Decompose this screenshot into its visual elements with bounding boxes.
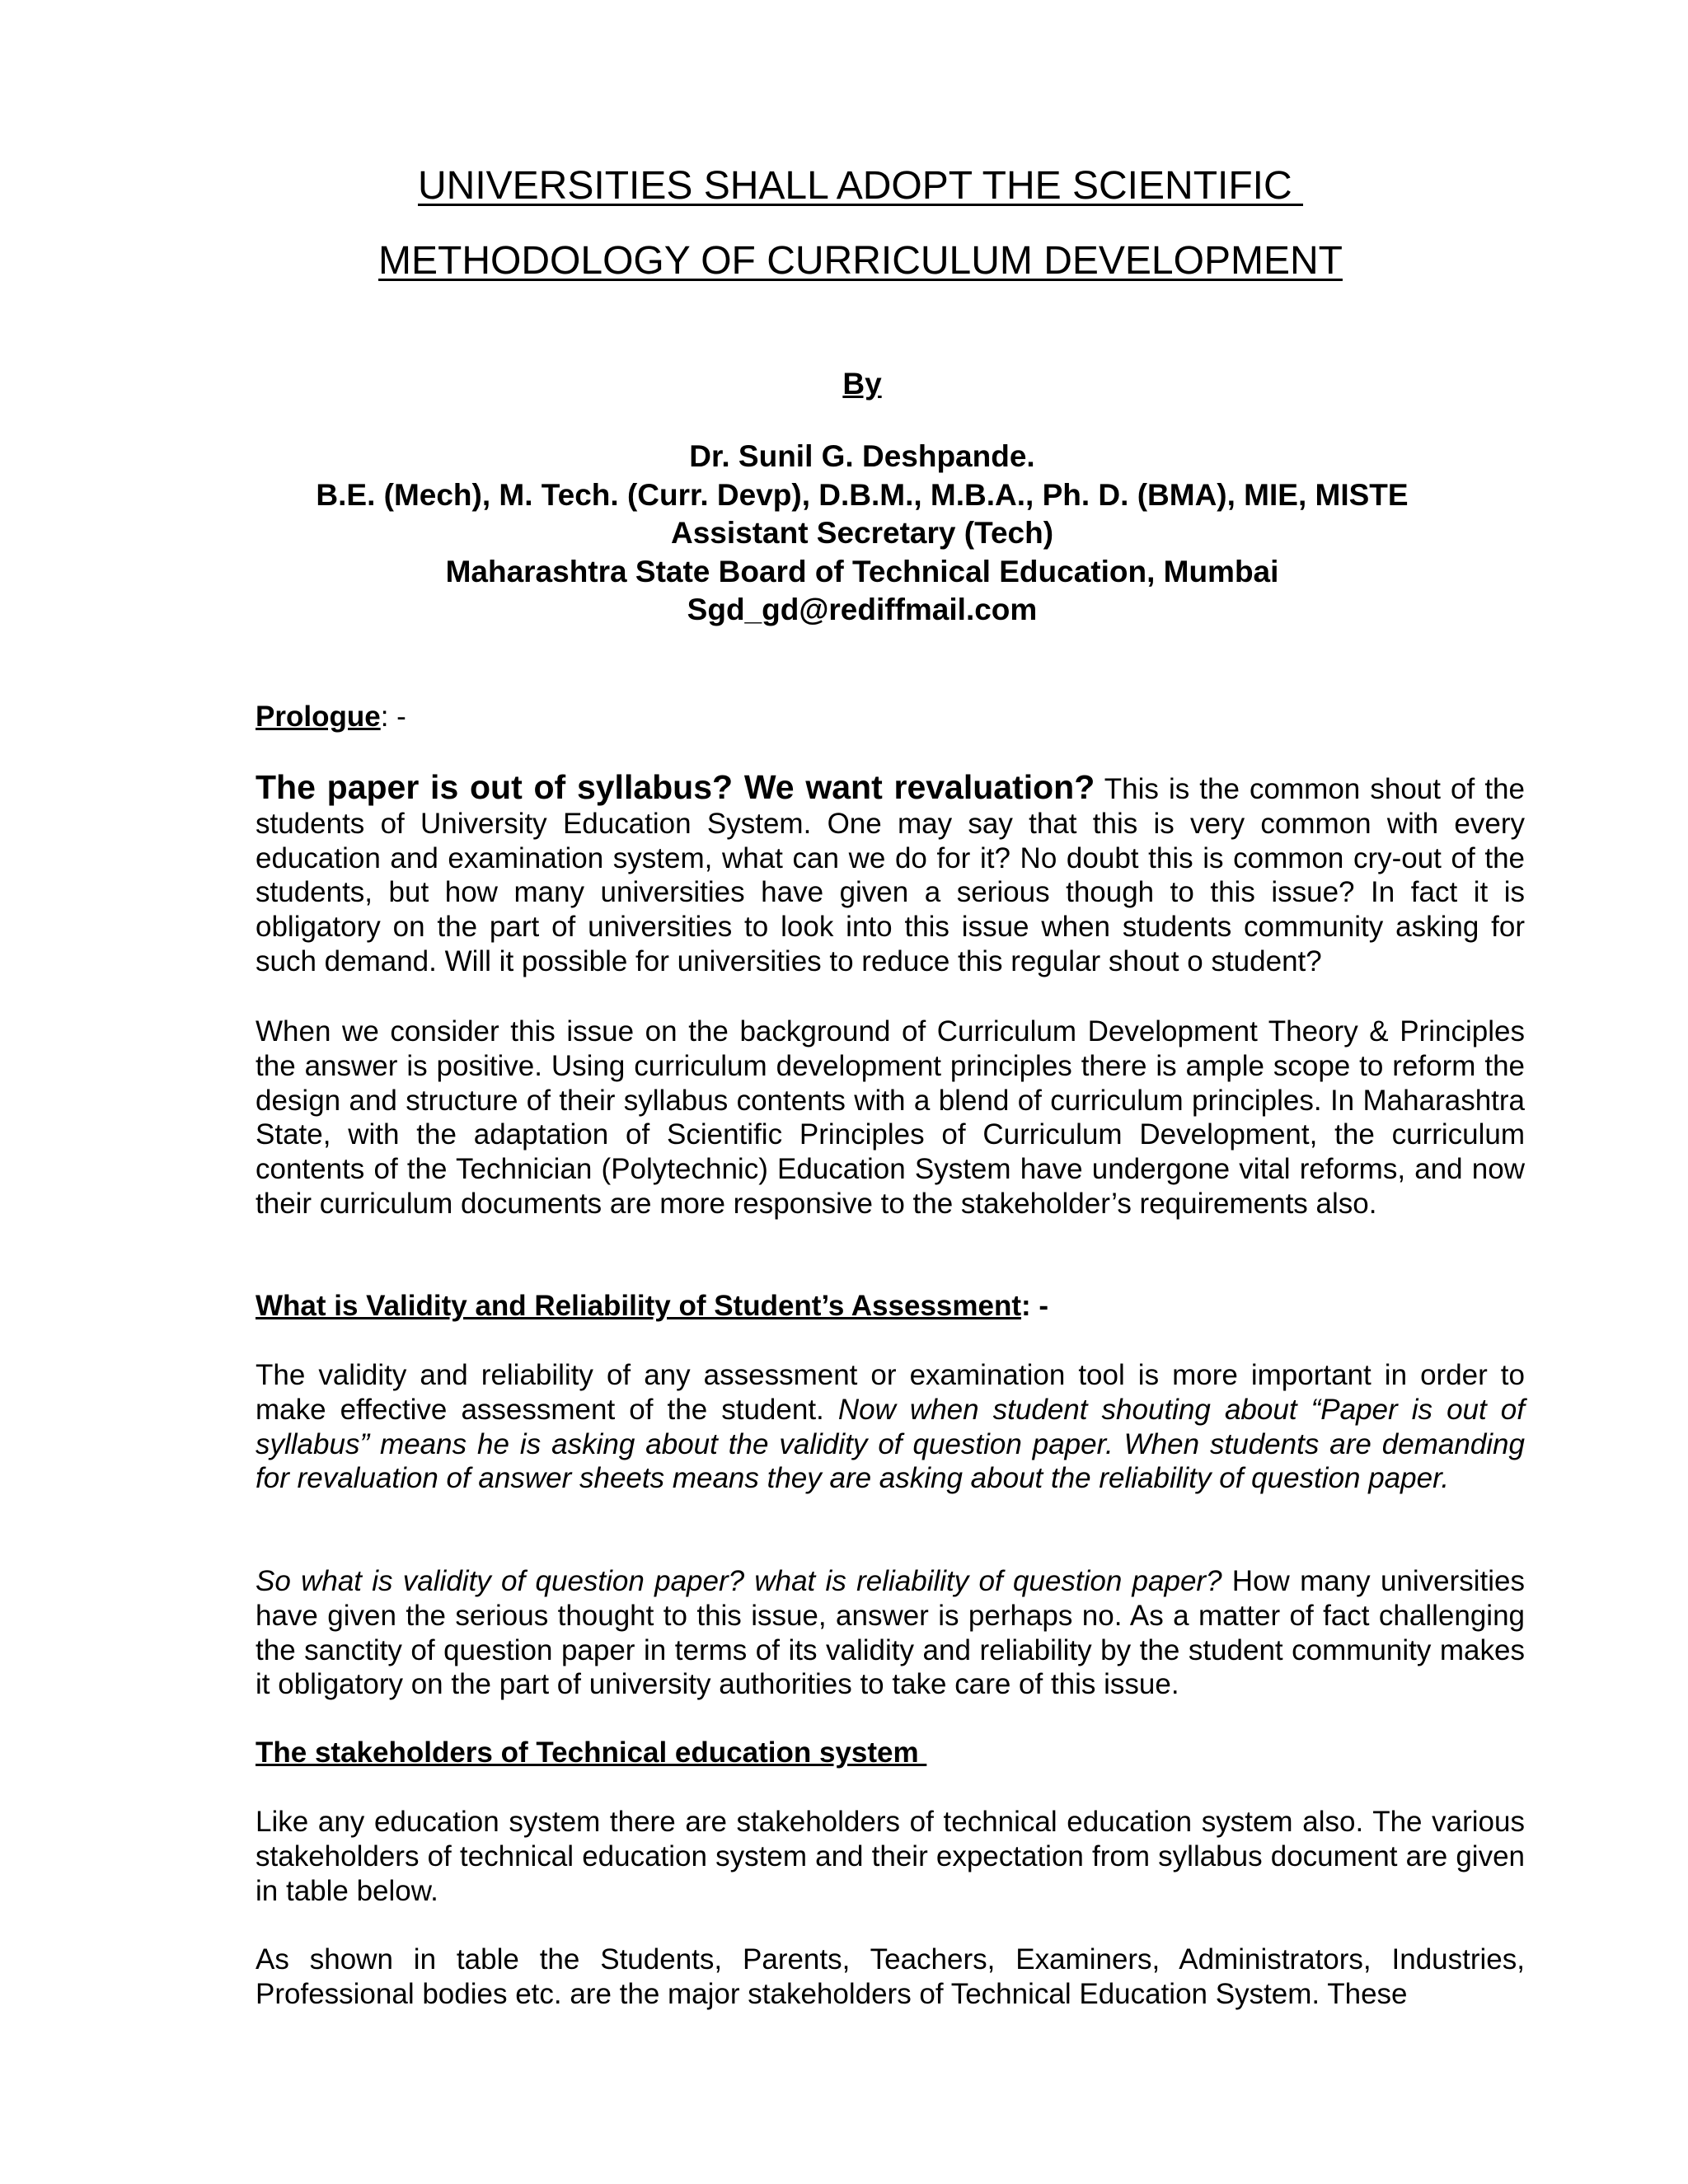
- paragraph-3: [256, 1358, 1525, 1496]
- paragraph-1-body: This is the common shout of the students of University Education System. One may say that this is very common with every education and examination system, what can we do for it? No doubt this is common cry-out of the students, but how many universities have given a serious though to this issue? In fact it is obligatory on the part of universities to look into this issue when students community asking for such demand. Will it possible for universities to reduce this regular shout o student?: [256, 773, 1525, 977]
- paragraph-4-italic: So what is validity of question paper? what is reliability of question paper?: [256, 1565, 1222, 1597]
- author-designation: Assistant Secretary (Tech): [670, 516, 1054, 550]
- validity-heading: [256, 1289, 1048, 1324]
- author-block: [0, 438, 1688, 630]
- author-email: Sgd_gd@rediffmail.com: [687, 593, 1038, 626]
- paragraph-2: When we consider this issue on the background of Curriculum Development Theory & Principles the answer is positive. Using curriculum development principles there is ample scope to reform the design and structure of their syllabus contents with a blend of curriculum principles. In Maharashtra State, with the adaptation of Scientific Principles of Curriculum Development, the curriculum contents of the Technician (Polytechnic) Education System have undergone vital reforms, and now their curriculum documents are more responsive to the stakeholder’s requirements also.: [256, 1015, 1525, 1220]
- paragraph-3-italic: Now when student shouting about “Paper is out of syllabus” means he is asking about the validity of question paper. When students are demanding for revaluation of answer sheets means they are asking about the reliability of question paper.: [256, 1393, 1525, 1495]
- prologue-label: Prologue: [256, 701, 381, 733]
- author-name: Dr. Sunil G. Deshpande.: [689, 439, 1035, 473]
- author-qualifications: B.E. (Mech), M. Tech. (Curr. Devp), D.B.M., M.B.A., Ph. D. (BMA), MIE, MISTE: [316, 477, 1409, 512]
- paragraph-4: [256, 1564, 1525, 1702]
- paragraph-1-lead: The paper is out of syllabus? We want revaluation?: [256, 768, 1095, 806]
- stakeholders-heading-label: The stakeholders of Technical education system: [256, 1736, 927, 1769]
- title-line-2: METHODOLOGY OF CURRICULUM DEVELOPMENT: [378, 239, 1343, 283]
- title-line-1: UNIVERSITIES SHALL ADOPT THE SCIENTIFIC: [417, 164, 1304, 208]
- byline: By: [842, 367, 882, 401]
- validity-heading-label: What is Validity and Reliability of Student’s Assessment: [256, 1290, 1022, 1322]
- paragraph-4-body: How many universities have given the serious thought to this issue, answer is perhaps no. As a matter of fact challenging the sanctity of question paper in terms of its validity and reliability by the student community makes it obligatory on the part of university authorities to take care of this issue.: [256, 1565, 1526, 1701]
- paragraph-6: As shown in table the Students, Parents, Teachers, Examiners, Administrators, Industries, Professional bodies etc. are the major stakeholders of Technical Education System. These: [256, 1943, 1525, 2010]
- prologue-suffix: : -: [380, 701, 406, 733]
- author-organization: Maharashtra State Board of Technical Education, Mumbai: [445, 554, 1279, 588]
- stakeholders-heading: [256, 1736, 926, 1770]
- prologue-heading: [256, 700, 406, 734]
- validity-heading-suffix: : -: [1021, 1290, 1049, 1322]
- paragraph-5: Like any education system there are stakeholders of technical education system also. The various stakeholders of technical education system and their expectation from syllabus document are given in table below.: [256, 1806, 1525, 1907]
- paragraph-3-body: The validity and reliability of any assessment or examination tool is more important in order to make effective assessment of the student.: [256, 1359, 1525, 1426]
- paragraph-1: [256, 768, 1525, 979]
